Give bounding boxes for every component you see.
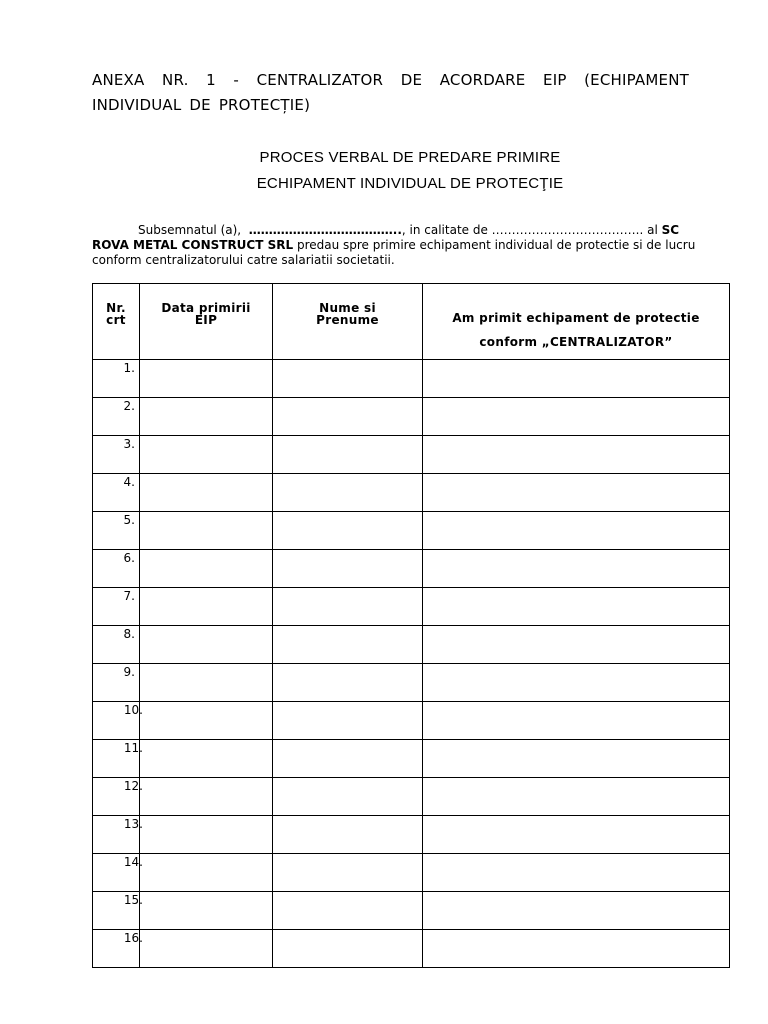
- row-number-cell: [93, 702, 143, 740]
- name-cell[interactable]: [273, 778, 423, 816]
- table-row: [93, 854, 730, 892]
- signature-cell[interactable]: [423, 854, 730, 892]
- row-number: 10.: [123, 703, 143, 717]
- table-row: [93, 626, 730, 664]
- row-number-cell: [93, 892, 143, 930]
- name-cell[interactable]: [273, 360, 423, 398]
- table-row: [93, 512, 730, 550]
- row-number: 7.: [123, 589, 135, 603]
- intro-text-start: Subsemnatul (a),: [138, 223, 242, 237]
- date-cell[interactable]: [140, 816, 273, 854]
- document-subtitle: ECHIPAMENT INDIVIDUAL DE PROTECŢIE: [256, 175, 564, 192]
- name-cell[interactable]: [273, 892, 423, 930]
- date-cell[interactable]: [140, 550, 273, 588]
- table-row: [93, 360, 730, 398]
- name-cell[interactable]: [273, 474, 423, 512]
- table-row: [93, 892, 730, 930]
- signature-cell[interactable]: [423, 398, 730, 436]
- name-cell[interactable]: [273, 398, 423, 436]
- signature-cell[interactable]: [423, 474, 730, 512]
- row-number: 8.: [123, 627, 135, 641]
- date-cell[interactable]: [140, 740, 273, 778]
- intro-text-end: predau spre primire echipament individual de protectie si de lucru conform centralizatorului catre salariatii societatii.: [92, 238, 696, 267]
- row-number-cell: [93, 474, 140, 512]
- row-number-cell: [93, 740, 143, 778]
- date-cell[interactable]: [140, 626, 273, 664]
- signature-cell[interactable]: [423, 512, 730, 550]
- row-number: 4.: [123, 475, 135, 489]
- name-cell[interactable]: [273, 854, 423, 892]
- table-row: [93, 550, 730, 588]
- intro-text-role: , in calitate de ……………………………….. al: [401, 223, 658, 237]
- row-number: 1.: [123, 361, 135, 375]
- date-cell[interactable]: [140, 778, 273, 816]
- date-cell[interactable]: [140, 892, 273, 930]
- eip-table: [92, 283, 730, 968]
- signature-cell[interactable]: [423, 816, 730, 854]
- intro-paragraph: [92, 223, 704, 268]
- signature-cell[interactable]: [423, 626, 730, 664]
- row-number: 5.: [123, 513, 135, 527]
- date-cell[interactable]: [140, 588, 273, 626]
- signature-cell[interactable]: [423, 550, 730, 588]
- row-number-cell: [93, 664, 140, 702]
- header-date: Data primirii EIP: [140, 284, 273, 360]
- signature-cell[interactable]: [423, 778, 730, 816]
- row-number: 15.: [123, 893, 143, 907]
- name-cell[interactable]: [273, 740, 423, 778]
- row-number-cell: [93, 930, 143, 968]
- signature-cell[interactable]: [423, 740, 730, 778]
- date-cell[interactable]: [140, 360, 273, 398]
- date-cell[interactable]: [140, 854, 273, 892]
- row-number: 6.: [123, 551, 135, 565]
- date-cell[interactable]: [140, 436, 273, 474]
- name-cell[interactable]: [273, 512, 423, 550]
- table-row: [93, 930, 730, 968]
- signature-cell[interactable]: [423, 588, 730, 626]
- row-number: 14.: [123, 855, 143, 869]
- name-cell[interactable]: [273, 436, 423, 474]
- signature-cell[interactable]: [423, 702, 730, 740]
- row-number-cell: [93, 588, 140, 626]
- signature-cell[interactable]: [423, 360, 730, 398]
- signature-cell[interactable]: [423, 664, 730, 702]
- row-number: 2.: [123, 399, 135, 413]
- table-row: [93, 664, 730, 702]
- table-header-row: [93, 284, 730, 360]
- row-number: 13.: [123, 817, 143, 831]
- signature-cell[interactable]: [423, 436, 730, 474]
- document-title: PROCES VERBAL DE PREDARE PRIMIRE: [259, 149, 561, 166]
- row-number-cell: [93, 360, 140, 398]
- row-number: 3.: [123, 437, 135, 451]
- header-name: Nume si Prenume: [273, 284, 423, 360]
- row-number: 16.: [123, 931, 143, 945]
- date-cell[interactable]: [140, 702, 273, 740]
- row-number-cell: [93, 398, 140, 436]
- date-cell[interactable]: [140, 512, 273, 550]
- row-number-cell: [93, 436, 140, 474]
- date-cell[interactable]: [140, 664, 273, 702]
- table-row: [93, 778, 730, 816]
- signature-cell[interactable]: [423, 892, 730, 930]
- row-number-cell: [93, 512, 140, 550]
- row-number-cell: [93, 626, 140, 664]
- name-cell[interactable]: [273, 930, 423, 968]
- table-row: [93, 436, 730, 474]
- row-number: 11.: [123, 741, 143, 755]
- row-number-cell: [93, 778, 143, 816]
- name-blank[interactable]: ………………………………..: [248, 223, 402, 237]
- date-cell[interactable]: [140, 930, 273, 968]
- annex-title: ANEXA NR. 1 - CENTRALIZATOR DE ACORDARE EIP (ECHIPAMENT INDIVIDUAL DE PROTECȚIE): [92, 71, 689, 114]
- table-row: [93, 474, 730, 512]
- row-number-cell: [93, 854, 143, 892]
- signature-cell[interactable]: [423, 930, 730, 968]
- date-cell[interactable]: [140, 474, 273, 512]
- table-row: [93, 816, 730, 854]
- table-row: [93, 702, 730, 740]
- table-row: [93, 398, 730, 436]
- row-number-cell: [93, 816, 143, 854]
- header-nr-crt: Nr. crt: [93, 284, 140, 360]
- name-cell[interactable]: [273, 702, 423, 740]
- row-number: 12.: [123, 779, 143, 793]
- name-cell[interactable]: [273, 664, 423, 702]
- name-cell[interactable]: [273, 626, 423, 664]
- row-number-cell: [93, 550, 140, 588]
- name-cell[interactable]: [273, 588, 423, 626]
- company-name: SC ROVA METAL CONSTRUCT SRL: [92, 223, 680, 252]
- table-row: [93, 588, 730, 626]
- row-number: 9.: [123, 665, 135, 679]
- date-cell[interactable]: [140, 398, 273, 436]
- table-row: [93, 740, 730, 778]
- name-cell[interactable]: [273, 816, 423, 854]
- name-cell[interactable]: [273, 550, 423, 588]
- header-acknowledgement: Am primit echipament de protectie conform „CENTRALIZATOR”: [423, 284, 730, 360]
